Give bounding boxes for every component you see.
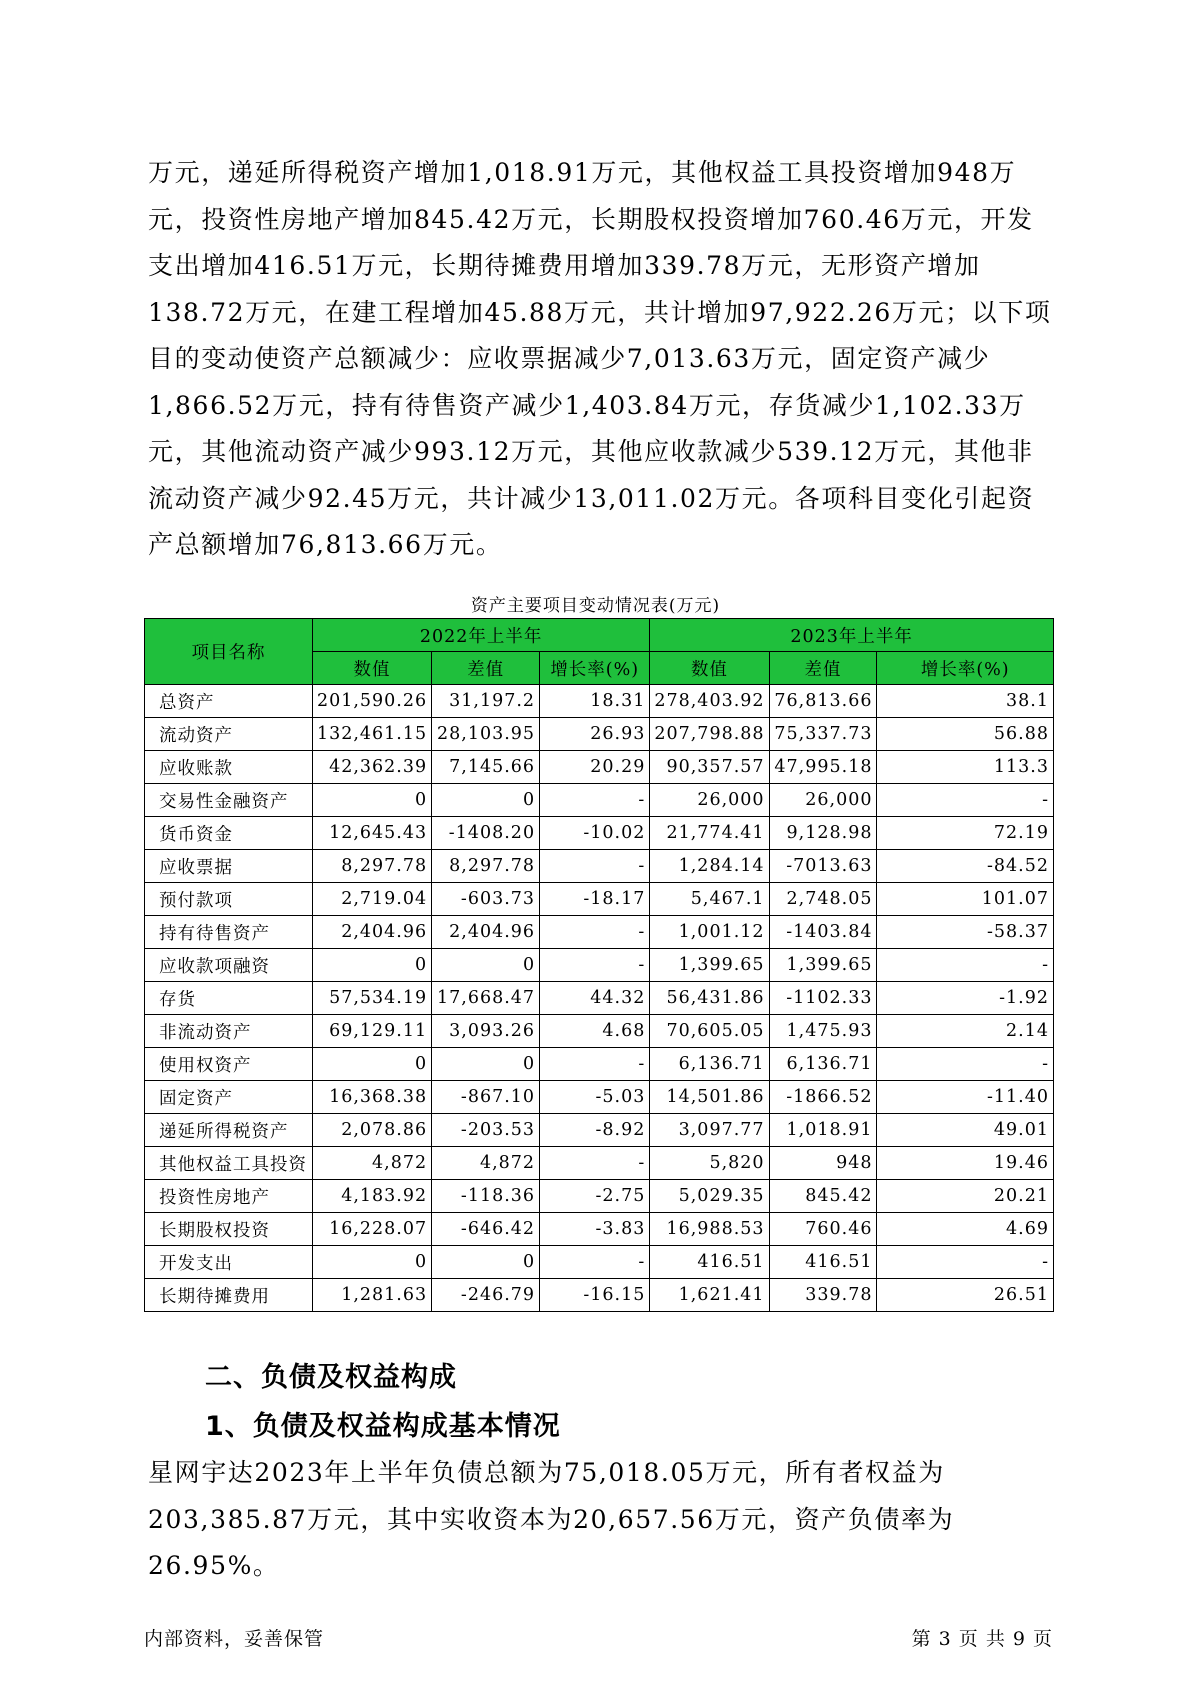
table-cell: 1,001.12 — [650, 916, 769, 949]
row-label: 总资产 — [145, 685, 313, 718]
table-cell: - — [540, 1048, 650, 1081]
table-cell: -58.37 — [877, 916, 1054, 949]
table-cell: -646.42 — [432, 1213, 540, 1246]
table-cell: 75,337.73 — [769, 718, 877, 751]
table-cell: 4.68 — [540, 1015, 650, 1048]
table-cell: 201,590.26 — [312, 685, 431, 718]
table-cell: - — [540, 949, 650, 982]
table-cell: - — [540, 1246, 650, 1279]
table-cell: 132,461.15 — [312, 718, 431, 751]
table-cell: 19.46 — [877, 1147, 1054, 1180]
table-cell: 1,399.65 — [769, 949, 877, 982]
row-label: 货币资金 — [145, 817, 313, 850]
table-cell: -1866.52 — [769, 1081, 877, 1114]
table-cell: 5,029.35 — [650, 1180, 769, 1213]
table-cell: -246.79 — [432, 1279, 540, 1312]
header-item-name: 项目名称 — [145, 619, 313, 685]
table-cell: 3,093.26 — [432, 1015, 540, 1048]
table-cell: 0 — [432, 1246, 540, 1279]
table-cell: 760.46 — [769, 1213, 877, 1246]
row-label: 递延所得税资产 — [145, 1114, 313, 1147]
table-row — [145, 1147, 1054, 1180]
table-cell: 0 — [312, 1246, 431, 1279]
table-cell: 4,183.92 — [312, 1180, 431, 1213]
table-cell: -867.10 — [432, 1081, 540, 1114]
table-cell: 948 — [769, 1147, 877, 1180]
table-row — [145, 1048, 1054, 1081]
table-cell: 1,018.91 — [769, 1114, 877, 1147]
table-row — [145, 1213, 1054, 1246]
table-cell: -603.73 — [432, 883, 540, 916]
table-row — [145, 1180, 1054, 1213]
row-label: 流动资产 — [145, 718, 313, 751]
table-cell: 20.29 — [540, 751, 650, 784]
table-cell: 4.69 — [877, 1213, 1054, 1246]
table-cell: 72.19 — [877, 817, 1054, 850]
table-cell: 278,403.92 — [650, 685, 769, 718]
table-cell: 1,399.65 — [650, 949, 769, 982]
table-cell: - — [877, 784, 1054, 817]
table-cell: 70,605.05 — [650, 1015, 769, 1048]
table-cell: -7013.63 — [769, 850, 877, 883]
table-cell: 2,078.86 — [312, 1114, 431, 1147]
table-cell: 2,748.05 — [769, 883, 877, 916]
table-cell: 416.51 — [769, 1246, 877, 1279]
table-cell: 1,621.41 — [650, 1279, 769, 1312]
table-row — [145, 850, 1054, 883]
table-cell: -2.75 — [540, 1180, 650, 1213]
table-cell: - — [877, 1246, 1054, 1279]
table-cell: 47,995.18 — [769, 751, 877, 784]
table-cell: 18.31 — [540, 685, 650, 718]
row-label: 长期股权投资 — [145, 1213, 313, 1246]
table-cell: 4,872 — [312, 1147, 431, 1180]
table-cell: 16,228.07 — [312, 1213, 431, 1246]
row-label: 开发支出 — [145, 1246, 313, 1279]
table-cell: -11.40 — [877, 1081, 1054, 1114]
row-label: 固定资产 — [145, 1081, 313, 1114]
table-cell: 339.78 — [769, 1279, 877, 1312]
table-cell: - — [877, 949, 1054, 982]
table-cell: 113.3 — [877, 751, 1054, 784]
table-cell: 0 — [432, 949, 540, 982]
footer-confidential-note: 内部资料，妥善保管 — [144, 1628, 325, 1650]
subheader-value-2022: 数值 — [312, 652, 431, 685]
table-row — [145, 817, 1054, 850]
table-cell: 76,813.66 — [769, 685, 877, 718]
subheader-growth-2023: 增长率(%) — [877, 652, 1054, 685]
subsection-heading: 1、负债及权益构成基本情况 — [205, 1411, 561, 1442]
table-cell: 16,988.53 — [650, 1213, 769, 1246]
table-cell: 0 — [432, 784, 540, 817]
table-cell: - — [540, 784, 650, 817]
table-cell: 3,097.77 — [650, 1114, 769, 1147]
table-cell: 6,136.71 — [769, 1048, 877, 1081]
table-cell: 2,719.04 — [312, 883, 431, 916]
table-row — [145, 883, 1054, 916]
subheader-diff-2023: 差值 — [769, 652, 877, 685]
table-cell: 4,872 — [432, 1147, 540, 1180]
table-cell: 42,362.39 — [312, 751, 431, 784]
table-row — [145, 685, 1054, 718]
table-row — [145, 784, 1054, 817]
table-cell: -1403.84 — [769, 916, 877, 949]
row-label: 非流动资产 — [145, 1015, 313, 1048]
row-label: 应收款项融资 — [145, 949, 313, 982]
table-row — [145, 982, 1054, 1015]
table-cell: -5.03 — [540, 1081, 650, 1114]
table-cell: 1,475.93 — [769, 1015, 877, 1048]
row-label: 长期待摊费用 — [145, 1279, 313, 1312]
table-cell: 28,103.95 — [432, 718, 540, 751]
table-cell: 57,534.19 — [312, 982, 431, 1015]
header-period-2022: 2022年上半年 — [312, 619, 649, 652]
row-label: 应收票据 — [145, 850, 313, 883]
table-cell: - — [540, 850, 650, 883]
table-cell: 1,281.63 — [312, 1279, 431, 1312]
table-cell: -1102.33 — [769, 982, 877, 1015]
table-cell: - — [877, 1048, 1054, 1081]
table-row — [145, 1279, 1054, 1312]
table-cell: 49.01 — [877, 1114, 1054, 1147]
table-cell: 90,357.57 — [650, 751, 769, 784]
table-cell: -1.92 — [877, 982, 1054, 1015]
row-label: 使用权资产 — [145, 1048, 313, 1081]
table-row — [145, 949, 1054, 982]
table-cell: 6,136.71 — [650, 1048, 769, 1081]
asset-change-table — [144, 618, 1054, 1312]
row-label: 其他权益工具投资 — [145, 1147, 313, 1180]
table-cell: -18.17 — [540, 883, 650, 916]
table-cell: 0 — [312, 784, 431, 817]
table-cell: 31,197.2 — [432, 685, 540, 718]
table-cell: 0 — [312, 1048, 431, 1081]
subheader-diff-2022: 差值 — [432, 652, 540, 685]
subheader-growth-2022: 增长率(%) — [540, 652, 650, 685]
row-label: 应收账款 — [145, 751, 313, 784]
table-cell: 12,645.43 — [312, 817, 431, 850]
table-cell: -8.92 — [540, 1114, 650, 1147]
table-cell: - — [540, 1147, 650, 1180]
table-cell: - — [540, 916, 650, 949]
table-cell: 56,431.86 — [650, 982, 769, 1015]
row-label: 投资性房地产 — [145, 1180, 313, 1213]
table-cell: -1408.20 — [432, 817, 540, 850]
table-row — [145, 1081, 1054, 1114]
table-caption: 资产主要项目变动情况表(万元) — [470, 596, 721, 616]
table-cell: 16,368.38 — [312, 1081, 431, 1114]
table-cell: 7,145.66 — [432, 751, 540, 784]
table-row — [145, 718, 1054, 751]
table-cell: 0 — [432, 1048, 540, 1081]
table-cell: 17,668.47 — [432, 982, 540, 1015]
row-label: 存货 — [145, 982, 313, 1015]
table-cell: 101.07 — [877, 883, 1054, 916]
table-row — [145, 1114, 1054, 1147]
table-cell: 20.21 — [877, 1180, 1054, 1213]
table-cell: 26,000 — [650, 784, 769, 817]
table-cell: 44.32 — [540, 982, 650, 1015]
table-cell: -84.52 — [877, 850, 1054, 883]
table-row — [145, 916, 1054, 949]
table-cell: 8,297.78 — [312, 850, 431, 883]
table-cell: 845.42 — [769, 1180, 877, 1213]
table-cell: 8,297.78 — [432, 850, 540, 883]
table-cell: 69,129.11 — [312, 1015, 431, 1048]
table-cell: 5,467.1 — [650, 883, 769, 916]
table-cell: 38.1 — [877, 685, 1054, 718]
table-cell: -16.15 — [540, 1279, 650, 1312]
table-cell: -10.02 — [540, 817, 650, 850]
table-cell: 2,404.96 — [432, 916, 540, 949]
table-cell: 21,774.41 — [650, 817, 769, 850]
table-cell: 5,820 — [650, 1147, 769, 1180]
row-label: 持有待售资产 — [145, 916, 313, 949]
table-cell: 207,798.88 — [650, 718, 769, 751]
table-cell: 26.51 — [877, 1279, 1054, 1312]
body-paragraph-liabilities: 星网宇达2023年上半年负债总额为75,018.05万元，所有者权益为203,385.87万元，其中实收资本为20,657.56万元，资产负债率为26.95%。 — [148, 1458, 955, 1580]
table-cell: 2.14 — [877, 1015, 1054, 1048]
header-period-2023: 2023年上半年 — [650, 619, 1054, 652]
footer-page-number: 第 3 页 共 9 页 — [911, 1628, 1053, 1650]
table-cell: 56.88 — [877, 718, 1054, 751]
table-row — [145, 1246, 1054, 1279]
row-label: 交易性金融资产 — [145, 784, 313, 817]
table-row — [145, 751, 1054, 784]
table-cell: 26,000 — [769, 784, 877, 817]
section-heading: 二、负债及权益构成 — [205, 1362, 457, 1393]
row-label: 预付款项 — [145, 883, 313, 916]
table-row — [145, 1015, 1054, 1048]
table-cell: -3.83 — [540, 1213, 650, 1246]
body-paragraph-assets: 万元，递延所得税资产增加1,018.91万元，其他权益工具投资增加948万元，投资性房地产增加845.42万元，长期股权投资增加760.46万元，开发支出增加416.51万元，长期待摊费用增加339.78万元，无形资产增加138.72万元，在建工程增加45.88万元，共计增加97,922.26万元；以下项目的变动使资产总额减少：应收票据减少7,013.63万元，固定资产减少1,866.52万元，持有待售资产减少1,403.84万元，存货减少1,102.33万元，其他流动资产减少993.12万元，其他应收款减少539.12万元，其他非流动资产减少92.45万元，共计减少13,011.02万元。各项科目变化引起资产总额增加76,813.66万元。 — [148, 158, 1052, 559]
table-cell: 2,404.96 — [312, 916, 431, 949]
table-cell: 416.51 — [650, 1246, 769, 1279]
table-cell: 1,284.14 — [650, 850, 769, 883]
table-cell: 14,501.86 — [650, 1081, 769, 1114]
table-cell: 26.93 — [540, 718, 650, 751]
subheader-value-2023: 数值 — [650, 652, 769, 685]
table-cell: 9,128.98 — [769, 817, 877, 850]
table-cell: 0 — [312, 949, 431, 982]
table-cell: -203.53 — [432, 1114, 540, 1147]
table-cell: -118.36 — [432, 1180, 540, 1213]
